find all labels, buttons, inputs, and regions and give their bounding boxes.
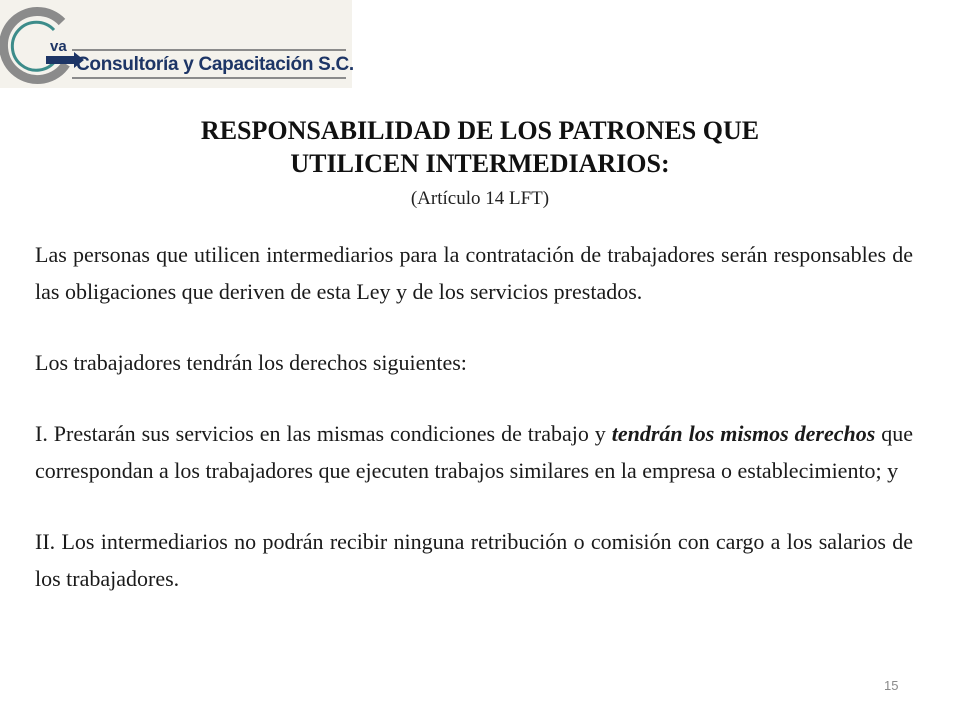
item-i-lead: I. Prestarán sus servicios en las mismas condiciones de trabajo y [35, 421, 612, 446]
slide-title-block [60, 114, 900, 212]
logo-company-name: Consultoría y Capacitación S.C. [76, 54, 354, 75]
paragraph-rights-intro: Los trabajadores tendrán los derechos siguientes: [35, 350, 467, 375]
item-i-tail: que correspondan a los trabajadores que ejecuten trabajos similares en la empresa o establecimiento; y [35, 421, 913, 483]
slide-body [35, 236, 913, 597]
logo-va-text: va [50, 38, 67, 55]
article-reference: (Artículo 14 LFT) [410, 188, 550, 209]
paragraph-responsibility: Las personas que utilicen intermediarios para la contratación de trabajadores serán responsables de las obligaciones que deriven de esta Ley y de los servicios prestados. [35, 242, 913, 304]
item-i-emphasis: tendrán los mismos derechos [611, 421, 876, 446]
page-number: 15 [884, 678, 899, 693]
title-line-1: RESPONSABILIDAD DE LOS PATRONES QUE [200, 116, 760, 145]
list-item-rights-i [35, 415, 913, 489]
company-logo [0, 0, 352, 88]
title-line-2: UTILICEN INTERMEDIARIOS: [290, 149, 670, 178]
list-item-rights-ii: II. Los intermediarios no podrán recibir ninguna retribución o comisión con cargo a los salarios de los trabajadores. [35, 529, 913, 591]
